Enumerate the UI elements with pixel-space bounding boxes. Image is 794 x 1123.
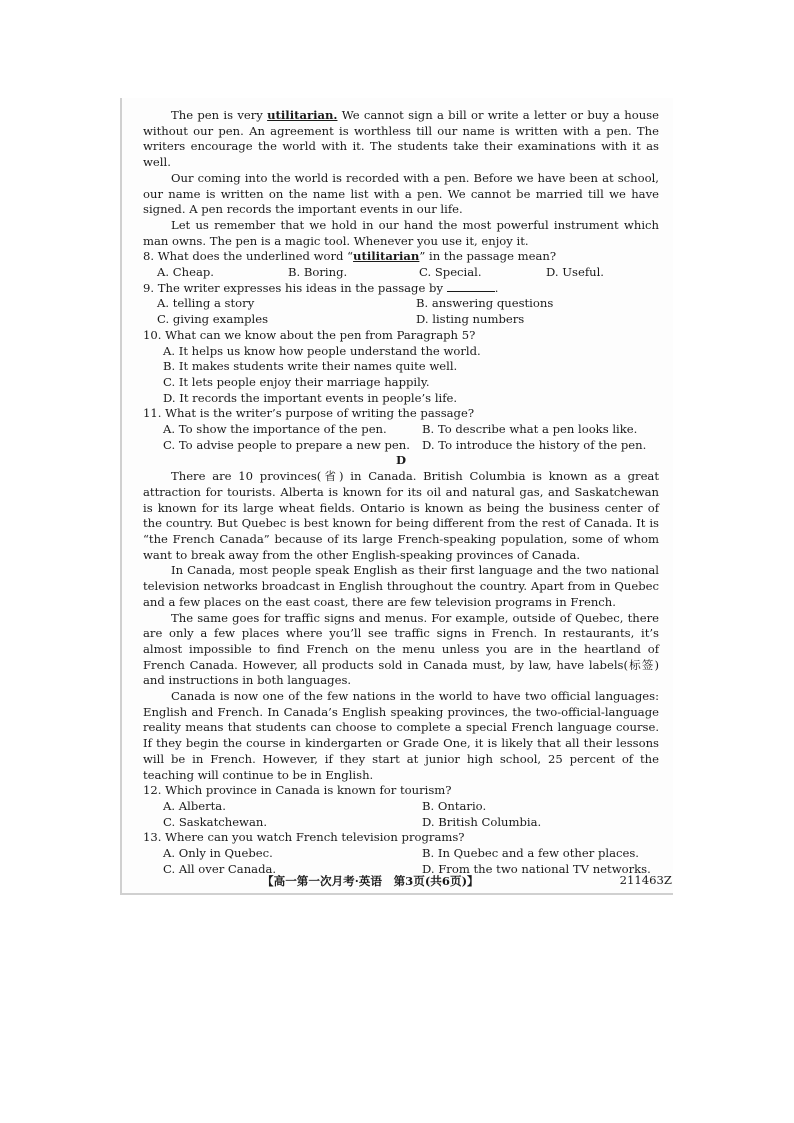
question-10-options bbox=[143, 344, 659, 407]
option-a[interactable]: A. telling a story bbox=[157, 296, 255, 311]
question-11: 11. What is the writer’s purpose of writing the passage? bbox=[143, 406, 475, 421]
question-12: 12. Which province in Canada is known for tourism? bbox=[143, 783, 452, 798]
page-edge-bottom bbox=[120, 893, 673, 895]
passage-d-paragraph-3: The same goes for traffic signs and menus. For example, outside of Quebec, there are only a few places where you’ll see traffic signs in French. In restaurants, it’s almost impossible to find French on the menu unless you are in the heartland of French Canada. However, all products sold in Canada must, by law, have labels(标签) and instructions in both languages. bbox=[143, 610, 659, 688]
option-c[interactable]: C. Special. bbox=[419, 265, 482, 280]
option-c[interactable]: C. To advise people to prepare a new pen. bbox=[163, 437, 410, 452]
option-c[interactable]: C. giving examples bbox=[157, 312, 269, 327]
option-a[interactable]: A. It helps us know how people understand the world. bbox=[163, 343, 481, 358]
option-a[interactable]: A. Only in Quebec. bbox=[163, 846, 273, 861]
option-b[interactable]: B. Boring. bbox=[288, 265, 348, 280]
option-d[interactable]: D. listing numbers bbox=[416, 312, 525, 327]
question-9: 9. The writer expresses his ideas in the passage by . bbox=[143, 280, 499, 295]
exam-code: 211463Z bbox=[619, 873, 672, 887]
option-c[interactable]: C. Saskatchewan. bbox=[163, 814, 268, 829]
option-d[interactable]: D. British Columbia. bbox=[422, 814, 542, 829]
option-b[interactable]: B. In Quebec and a few other places. bbox=[422, 846, 639, 861]
passage-d-paragraph-2: In Canada, most people speak English as their first language and the two national television networks broadcast in English throughout the country. Apart from in Quebec and a few places on the east coast, there are few television programs in French. bbox=[143, 563, 659, 609]
question-8: 8. What does the underlined word “utilitarian” in the passage mean? bbox=[143, 249, 557, 264]
question-9-options bbox=[143, 296, 659, 327]
question-10: 10. What can we know about the pen from Paragraph 5? bbox=[143, 327, 476, 342]
option-d[interactable]: D. To introduce the history of the pen. bbox=[422, 437, 647, 452]
page-footer bbox=[262, 873, 672, 889]
passage-c-paragraph-4: The pen is very utilitarian. We cannot sign a bill or write a letter or buy a house without our pen. An agreement is worthless till our name is written with a pen. The writers encourage the world with it. The students take their examinations with it as well. bbox=[143, 108, 659, 170]
question-13: 13. Where can you watch French television programs? bbox=[143, 830, 465, 845]
question-8-options bbox=[143, 265, 659, 281]
section-d-heading: D bbox=[395, 453, 407, 468]
option-b[interactable]: B. To describe what a pen looks like. bbox=[422, 422, 638, 437]
option-c[interactable]: C. It lets people enjoy their marriage happily. bbox=[163, 374, 430, 389]
option-a[interactable]: A. To show the importance of the pen. bbox=[163, 422, 387, 437]
option-b[interactable]: B. Ontario. bbox=[422, 798, 487, 813]
option-a[interactable]: A. Alberta. bbox=[163, 798, 226, 813]
option-c[interactable]: C. All over Canada. bbox=[163, 861, 277, 876]
page-edge-left bbox=[120, 98, 122, 894]
passage-d-paragraph-4: Canada is now one of the few nations in the world to have two official languages: English and French. In Canada’s English speaking provinces, the two-official-language reality means that students can choose to complete a special French language course. If they begin the course in kindergarten or Grade One, it is likely that all their lessons will be in French. However, if they start at junior high school, 25 percent of the teaching will continue to be in English. bbox=[143, 689, 659, 782]
passage-c-paragraph-5: Our coming into the world is recorded with a pen. Before we have been at school, our name is written on the name list with a pen. We cannot be married till we have signed. A pen records the important events in our life. bbox=[143, 170, 659, 217]
option-d[interactable]: D. It records the important events in people’s life. bbox=[163, 390, 458, 405]
answer-blank bbox=[447, 281, 495, 292]
option-b[interactable]: B. answering questions bbox=[416, 296, 554, 311]
exam-label: 【高一第一次月考·英语 第3页(共6页)】 bbox=[262, 874, 479, 888]
option-d[interactable]: D. From the two national TV networks. bbox=[422, 861, 651, 876]
page-content bbox=[143, 108, 659, 877]
option-a[interactable]: A. Cheap. bbox=[157, 265, 214, 280]
option-d[interactable]: D. Useful. bbox=[546, 265, 604, 280]
underlined-word: utilitarian. bbox=[267, 108, 338, 122]
passage-d-paragraph-1: There are 10 provinces(省) in Canada. British Columbia is known as a great attraction for tourists. Alberta is known for its oil and natural gas, and Saskatchewan is known for its large wheat fields. Ontario is known as being the business center of the country. But Quebec is best known for being different from the rest of Canada. It is “the French Canada” because of its large French-speaking population, some of whom want to break away from the other English-speaking provinces of Canada. bbox=[143, 469, 659, 562]
question-12-options bbox=[143, 799, 659, 830]
option-b[interactable]: B. It makes students write their names quite well. bbox=[163, 359, 458, 374]
question-11-options bbox=[143, 422, 659, 453]
passage-c-paragraph-6: Let us remember that we hold in our hand the most powerful instrument which man owns. The pen is a magic tool. Whenever you use it, enjoy it. bbox=[143, 217, 659, 248]
